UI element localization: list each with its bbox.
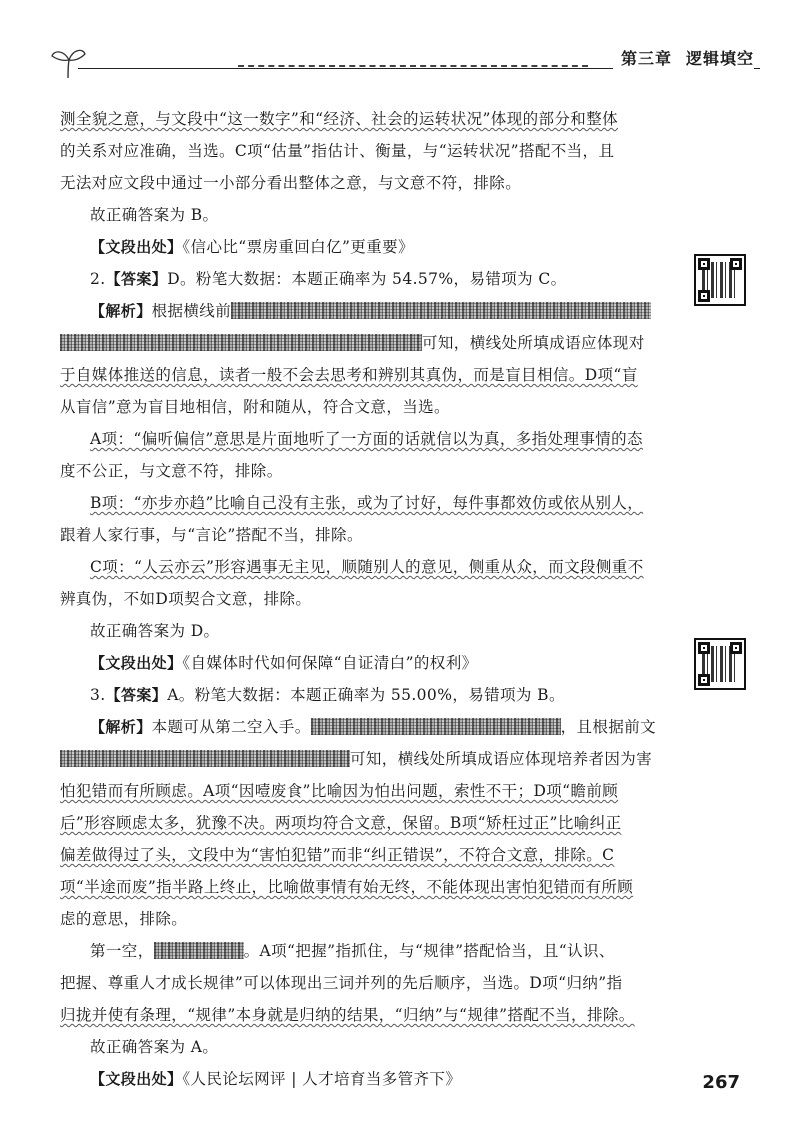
option-c-line: C项：“人云亦云”形容遇事无主见，顺随别人的意见，侧重从众，而文段侧重不 bbox=[90, 558, 644, 576]
analysis-line: 【解析】根据横线前 bbox=[90, 300, 651, 322]
question-2-answer: 2.【答案】D。粉笔大数据：本题正确率为 54.57%，易错项为 C。 bbox=[90, 270, 567, 288]
redacted-text bbox=[60, 750, 350, 767]
text-line: 项“半途而废”指半路上终止，比喻做事情有始无终，不能体现出害怕犯错而有所顾 bbox=[60, 878, 634, 896]
header-dashed-rule bbox=[238, 65, 588, 67]
source-line: 【文段出处】《信心比“票房重回白亿”更重要》 bbox=[90, 238, 414, 256]
qr-code-icon[interactable] bbox=[694, 638, 746, 690]
option-b-line: B项：“亦步亦趋”比喻自己没有主张，或为了讨好，每件事都效仿或依从别人， bbox=[90, 494, 644, 512]
page-header bbox=[48, 44, 760, 84]
redacted-text bbox=[231, 302, 651, 319]
redacted-text bbox=[154, 942, 244, 959]
text-line: 于自媒体推送的信息，读者一般不会去思考和辨别其真伪，而是盲目相信。D项“盲 bbox=[60, 366, 638, 384]
first-blank-line: 第一空， 。A项“把握”指抓住，与“规律”搭配恰当，且“认识、 bbox=[90, 942, 615, 960]
redacted-text bbox=[311, 718, 561, 735]
text-line: 虑的意思，排除。 bbox=[60, 910, 188, 928]
section-title: 逻辑填空 bbox=[685, 49, 754, 68]
text-line: 把握、尊重人才成长规律”可以体现出三词并列的先后顺序，当选。D项“归纳”指 bbox=[60, 974, 623, 992]
source-line: 【文段出处】《人民论坛网评 | 人才培育当多管齐下》 bbox=[90, 1070, 462, 1088]
text-line: 归拢并使有条理，“规律”本身就是归纳的结果，“归纳”与“规律”搭配不当，排除。 bbox=[60, 1006, 635, 1024]
text-line: 可知，横线处所填成语应体现对 bbox=[60, 332, 645, 354]
option-a-line: A项：“偏听偏信”意思是片面地听了一方面的话就信以为真，多指处理事情的态 bbox=[90, 430, 643, 448]
text-line: 怕犯错而有所顾虑。A项“因噎废食”比喻因为怕出问题，索性不干；D项“瞻前顾 bbox=[60, 782, 619, 800]
text-line: 的关系对应准确，当选。C项“估量”指估计、衡量，与“运转状况”搭配不当，且 bbox=[60, 142, 615, 160]
analysis-line: 【解析】本题可从第二空入手。 ，且根据前文 bbox=[90, 718, 657, 736]
qr-code-icon[interactable] bbox=[694, 254, 746, 306]
source-line: 【文段出处】《自媒体时代如何保障“自证清白”的权利》 bbox=[90, 654, 478, 672]
text-line: 辨真伪，不如D项契合文意，排除。 bbox=[60, 590, 312, 608]
text-line: 测全貌之意，与文段中“这一数字”和“经济、社会的运转状况”体现的部分和整体 bbox=[60, 110, 618, 128]
page-number: 267 bbox=[702, 1072, 740, 1093]
text-line: 无法对应文段中通过一小部分看出整体之意，与文意不符，排除。 bbox=[60, 174, 522, 192]
redacted-text bbox=[60, 334, 422, 351]
text-line: 可知，横线处所填成语应体现培养者因为害 bbox=[60, 748, 652, 770]
sprout-icon bbox=[48, 44, 88, 80]
answer-line: 故正确答案为 A。 bbox=[90, 1038, 219, 1056]
text-line: 偏差做得过了头，文段中为“害怕犯错”而非“纠正错误”，不符合文意，排除。C bbox=[60, 846, 615, 864]
answer-line: 故正确答案为 B。 bbox=[90, 206, 219, 224]
text-line: 后”形容顾虑太多，犹豫不决。两项均符合文意，保留。B项“矫枉过正”比喻纠正 bbox=[60, 814, 622, 832]
answer-line: 故正确答案为 D。 bbox=[90, 622, 220, 640]
question-3-answer: 3.【答案】A。粉笔大数据：本题正确率为 55.00%，易错项为 B。 bbox=[90, 686, 565, 704]
chapter-number: 第三章 bbox=[620, 49, 672, 68]
chapter-title bbox=[613, 46, 754, 69]
text-line: 跟着人家行事，与“言论”搭配不当，排除。 bbox=[60, 526, 363, 544]
text-line: 从盲信”意为盲目地相信，附和随从，符合文意，当选。 bbox=[60, 398, 450, 416]
text-line: 度不公正，与文意不符，排除。 bbox=[60, 462, 283, 480]
